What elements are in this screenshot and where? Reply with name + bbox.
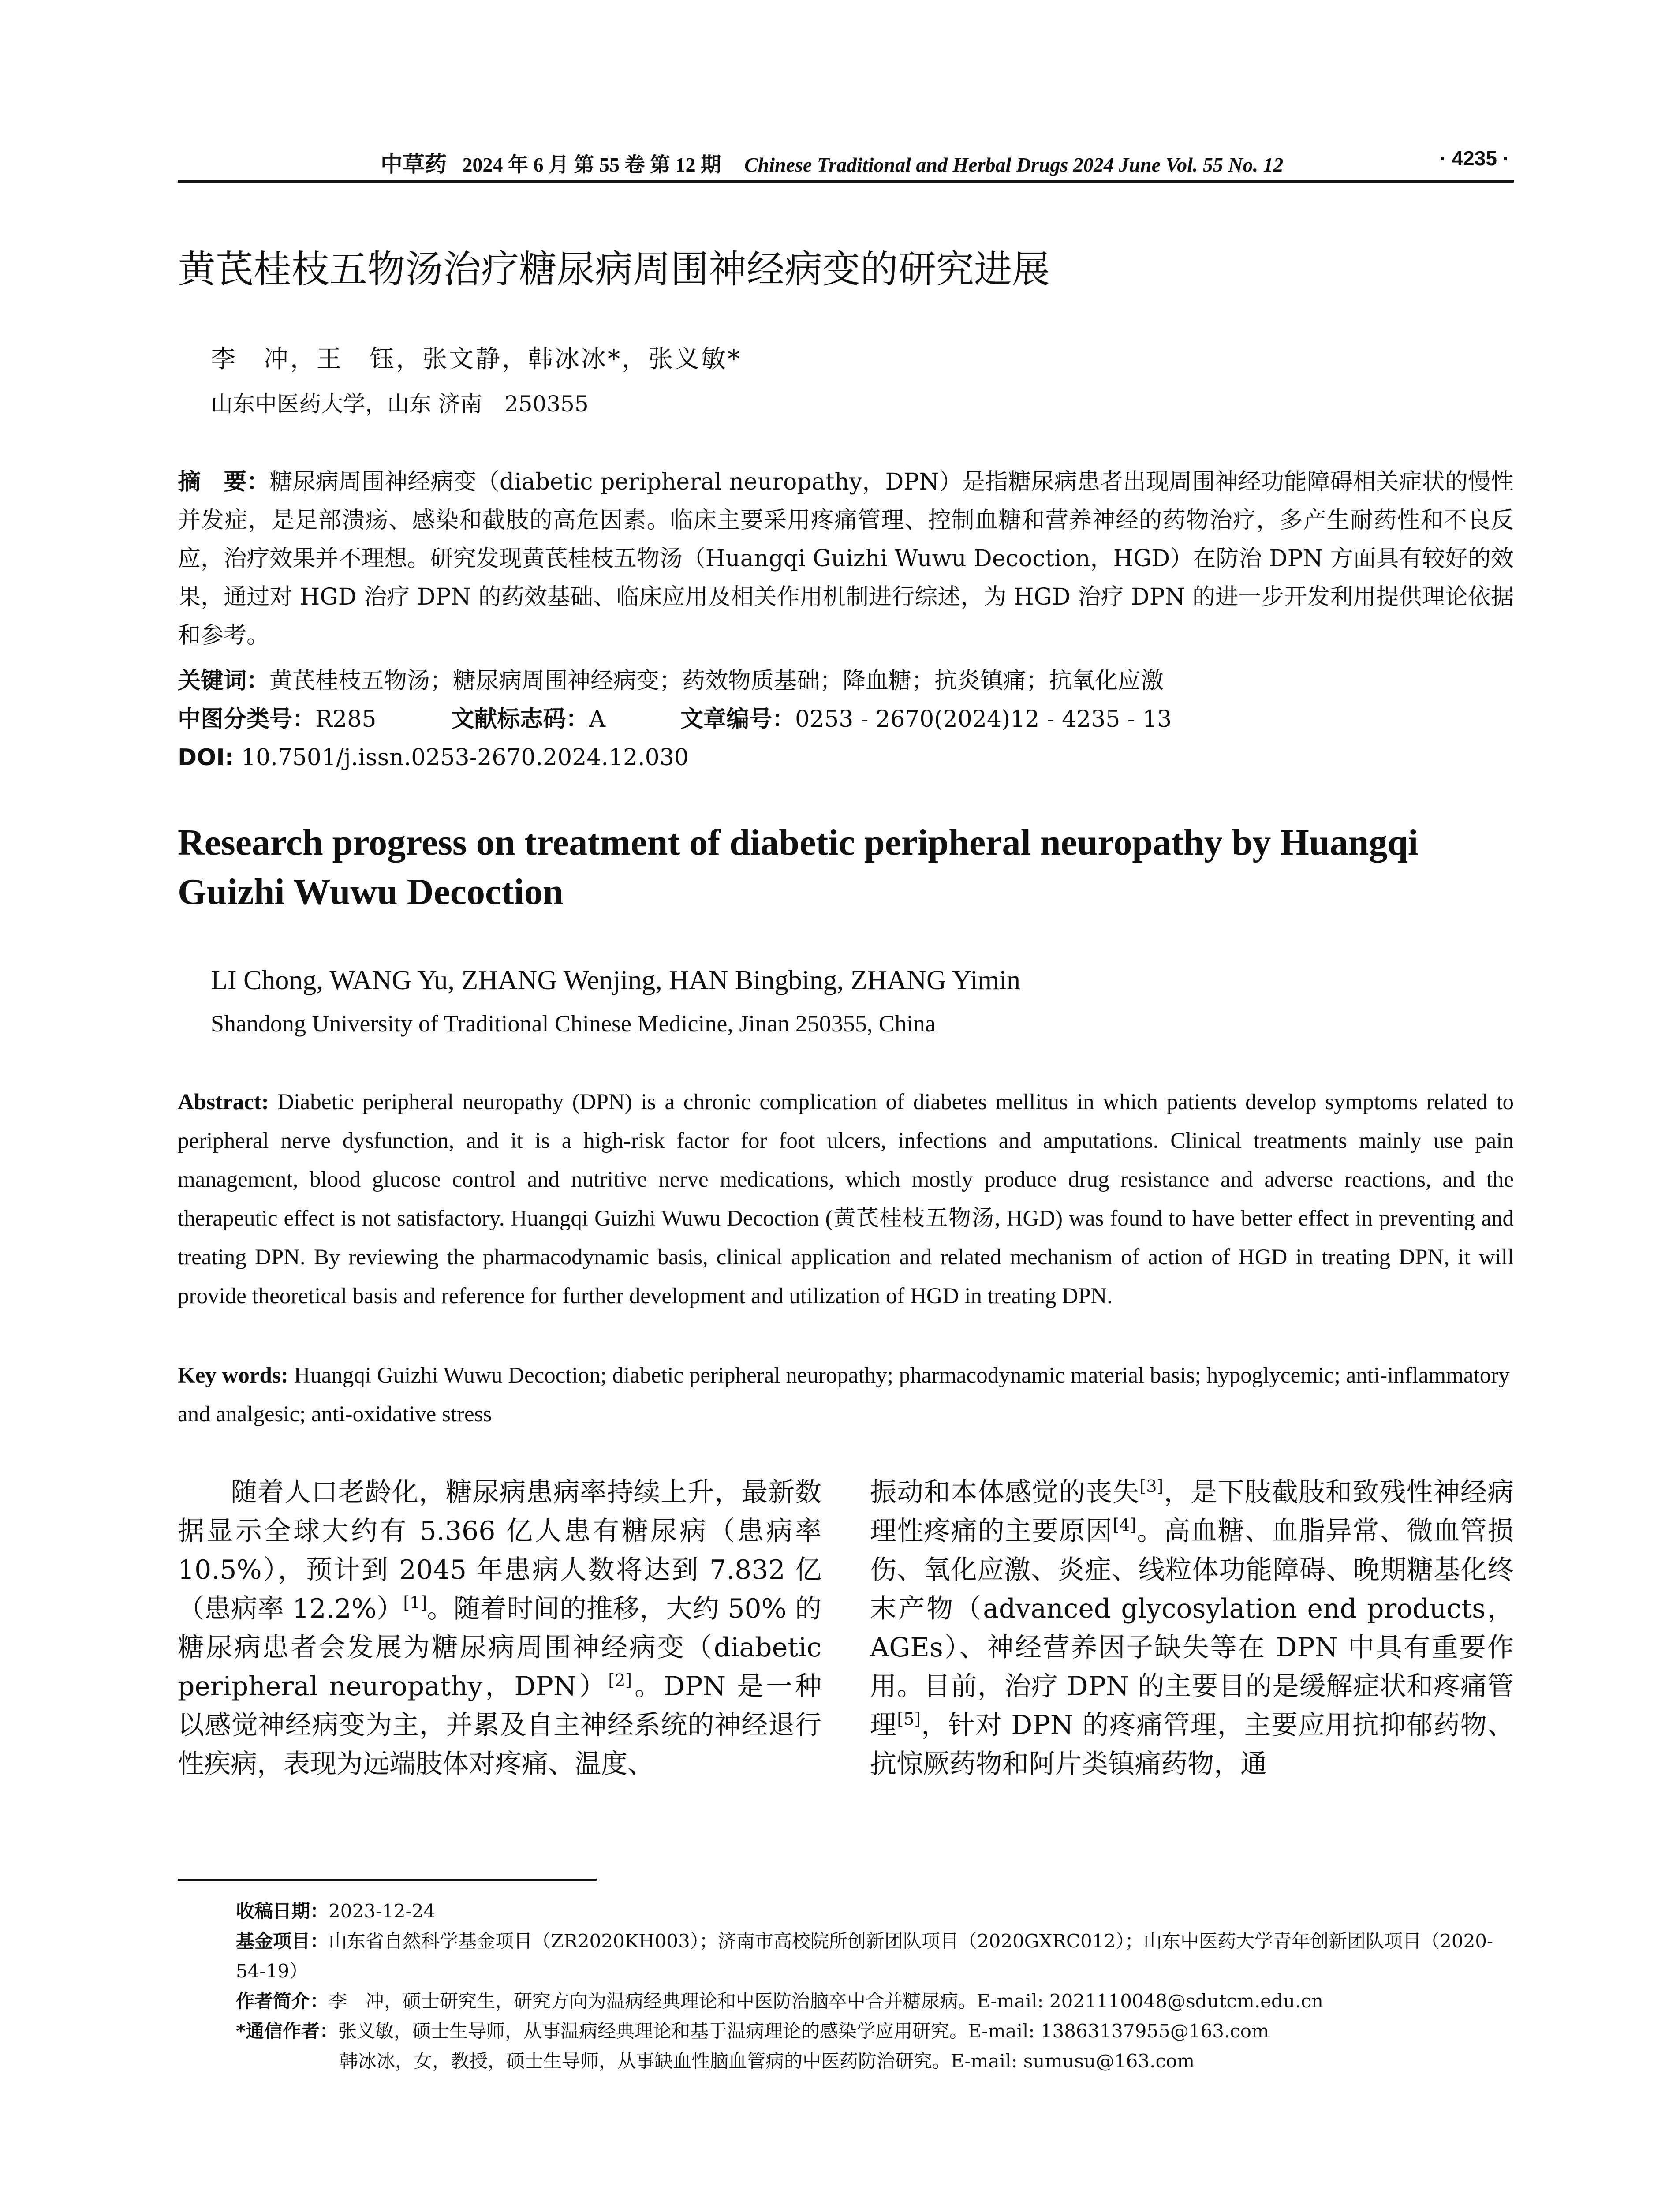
citation-ref[interactable]: [4]: [1113, 1515, 1137, 1535]
english-title: Research progress on treatment of diabetic peripheral neuropathy by Huangqi Guizhi Wuwu Decoction: [178, 822, 1419, 912]
footnote-corresponding-2: [236, 2046, 1515, 2076]
body-text: 。DPN 是一种以感觉神经病变为主，并累及自主神经系统的神经退行性疾病，表现为远端肢体对疼痛、温度、: [178, 1671, 821, 1779]
journal-issue-cn: 2024 年 6 月 第 55 卷 第 12 期: [462, 153, 721, 176]
bio-label: 作者简介：: [236, 1990, 329, 2012]
received-date: 2023-12-24: [329, 1900, 436, 1922]
citation-ref[interactable]: [2]: [608, 1671, 632, 1690]
doc-code-value: A: [589, 706, 605, 733]
journal-issue-en: Chinese Traditional and Herbal Drugs 2024 June Vol. 55 No. 12: [744, 153, 1284, 176]
received-label: 收稿日期：: [236, 1900, 329, 1922]
article-no-value: 0253 - 2670(2024)12 - 4235 - 13: [795, 706, 1172, 733]
footnote-bio: [236, 1986, 1515, 2016]
english-affiliation: Shandong University of Traditional Chinese Medicine, Jinan 250355, China: [211, 1010, 936, 1037]
english-abstract-text: Diabetic peripheral neuropathy (DPN) is a chronic complication of diabetes mellitus in which patients develop symptoms related to peripheral nerve dysfunction, and it is a high-risk factor for foot ulcers, infections and amputations. Clinical treatments mainly use pain management, blood glucose control and nutritive nerve medications, which mostly produce drug resistance and adverse reactions, and the therapeutic effect is not satisfactory. Huangqi Guizhi Wuwu Decoction (黄芪桂枝五物汤, HGD) was found to have better effect in preventing and treating DPN. By reviewing the pharmacodynamic basis, clinical application and related mechanism of action of HGD in treating DPN, it will provide theoretical basis and reference for further development and utilization of HGD in treating DPN.: [178, 1090, 1514, 1308]
journal-line: [381, 146, 1284, 178]
footnote-divider: [178, 1879, 597, 1881]
doi-value[interactable]: 10.7501/j.issn.0253-2670.2024.12.030: [241, 744, 689, 771]
english-keywords-text: Huangqi Guizhi Wuwu Decoction; diabetic peripheral neuropathy; pharmacodynamic material basis; hypoglycemic; anti-inflammatory and analgesic; anti-oxidative stress: [178, 1363, 1510, 1427]
footnotes: [236, 1896, 1515, 2076]
english-abstract-label: Abstract:: [178, 1090, 269, 1114]
chinese-abstract-label: 摘 要：: [178, 469, 270, 495]
bio-text: 李 冲，硕士研究生，研究方向为温病经典理论和中医防治脑卒中合并糖尿病。E-mail: 2021110048@sdutcm.edu.cn: [329, 1990, 1323, 2012]
page-number: · 4235 ·: [1439, 147, 1509, 170]
body-text: 振动和本体感觉的丧失: [870, 1477, 1140, 1508]
doi-line: [178, 739, 1514, 777]
chinese-authors: 李 冲，王 钰，张文静，韩冰冰*，张义敏*: [211, 345, 742, 374]
running-header: [178, 140, 1514, 183]
clc-label: 中图分类号：: [178, 706, 316, 733]
corresponding-author-2: 韩冰冰，女，教授，硕士生导师，从事缺血性脑血管病的中医药防治研究。E-mail: sumusu@163.com: [340, 2050, 1195, 2072]
body-text: 。随着时间的推移，大约 50% 的糖尿病患者会发展为糖尿病周围神经病变（diabetic peripheral neuropathy，DPN）: [178, 1593, 821, 1702]
chinese-keywords-label: 关键词：: [178, 668, 270, 694]
doi-label: DOI:: [178, 744, 234, 771]
footnote-corresponding: [236, 2016, 1515, 2046]
fund-text: 山东省自然科学基金项目（ZR2020KH003）；济南市高校院所创新团队项目（2020GXRC012）；山东中医药大学青年创新团队项目（2020-54-19）: [236, 1930, 1493, 1982]
chinese-title: 黄芪桂枝五物汤治疗糖尿病周围神经病变的研究进展: [178, 247, 1050, 292]
footnote-fund: [236, 1926, 1515, 1986]
chinese-abstract: [178, 463, 1514, 655]
doc-code-label: 文献标志码：: [451, 706, 589, 733]
chinese-abstract-text: 糖尿病周围神经病变（diabetic peripheral neuropathy，DPN）是指糖尿病患者出现周围神经功能障碍相关症状的慢性并发症，是足部溃疡、感染和截肢的高危因素。临床主要采用疼痛管理、控制血糖和营养神经的药物治疗，多产生耐药性和不良反应，治疗效果并不理想。研究发现黄芪桂枝五物汤（Huangqi Guizhi Wuwu Decoction，HGD）在防治 DPN 方面具有较好的效果，通过对 HGD 治疗 DPN 的药效基础、临床应用及相关作用机制进行综述，为 HGD 治疗 DPN 的进一步开发利用提供理论依据和参考。: [178, 469, 1514, 649]
body-text: ，针对 DPN 的疼痛管理，主要应用抗抑郁药物、抗惊厥药物和阿片类镇痛药物，通: [870, 1710, 1514, 1779]
body-column-left: [178, 1473, 821, 1783]
citation-ref[interactable]: [3]: [1139, 1476, 1164, 1496]
corresponding-label: *通信作者：: [236, 2020, 338, 2042]
body-text: 。高血糖、血脂异常、微血管损伤、氧化应激、炎症、线粒体功能障碍、晚期糖基化终末产物（advanced glycosylation end products，AGEs）、神经营养因子缺失等在 DPN 中具有重要作用。目前，治疗 DPN 的主要目的是缓解症状和疼痛管理: [870, 1516, 1514, 1741]
english-abstract: [178, 1083, 1514, 1316]
body-text: 随着人口老龄化，糖尿病患病率持续上升，最新数据显示全球大约有 5.366 亿人患有糖尿病（患病率 10.5%），预计到 2045 年患病人数将达到 7.832 亿（患病率 12.2%）: [178, 1477, 821, 1624]
journal-logo: 中草药: [381, 151, 447, 177]
body-column-right: [870, 1473, 1514, 1783]
chinese-affiliation: 山东中医药大学，山东 济南 250355: [211, 391, 589, 417]
chinese-keywords: [178, 662, 1514, 700]
classification-line: [178, 700, 1514, 739]
english-keywords: [178, 1356, 1514, 1434]
citation-ref[interactable]: [1]: [403, 1593, 427, 1612]
english-keywords-label: Key words:: [178, 1363, 288, 1388]
citation-ref[interactable]: [5]: [897, 1709, 921, 1729]
footnote-received: [236, 1896, 1515, 1926]
english-authors: LI Chong, WANG Yu, ZHANG Wenjing, HAN Bingbing, ZHANG Yimin: [211, 965, 1021, 995]
clc-value: R285: [315, 706, 377, 733]
article-no-label: 文章编号：: [680, 706, 795, 733]
corresponding-author-1: 张义敏，硕士生导师，从事温病经典理论和基于温病理论的感染学应用研究。E-mail: 13863137955@163.com: [338, 2020, 1269, 2042]
fund-label: 基金项目：: [236, 1930, 329, 1952]
chinese-keywords-text: 黄芪桂枝五物汤；糖尿病周围神经病变；药效物质基础；降血糖；抗炎镇痛；抗氧化应激: [269, 668, 1164, 694]
body-text: ，是下肢截肢和致残性神经病理性疼痛的主要原因: [870, 1477, 1514, 1547]
